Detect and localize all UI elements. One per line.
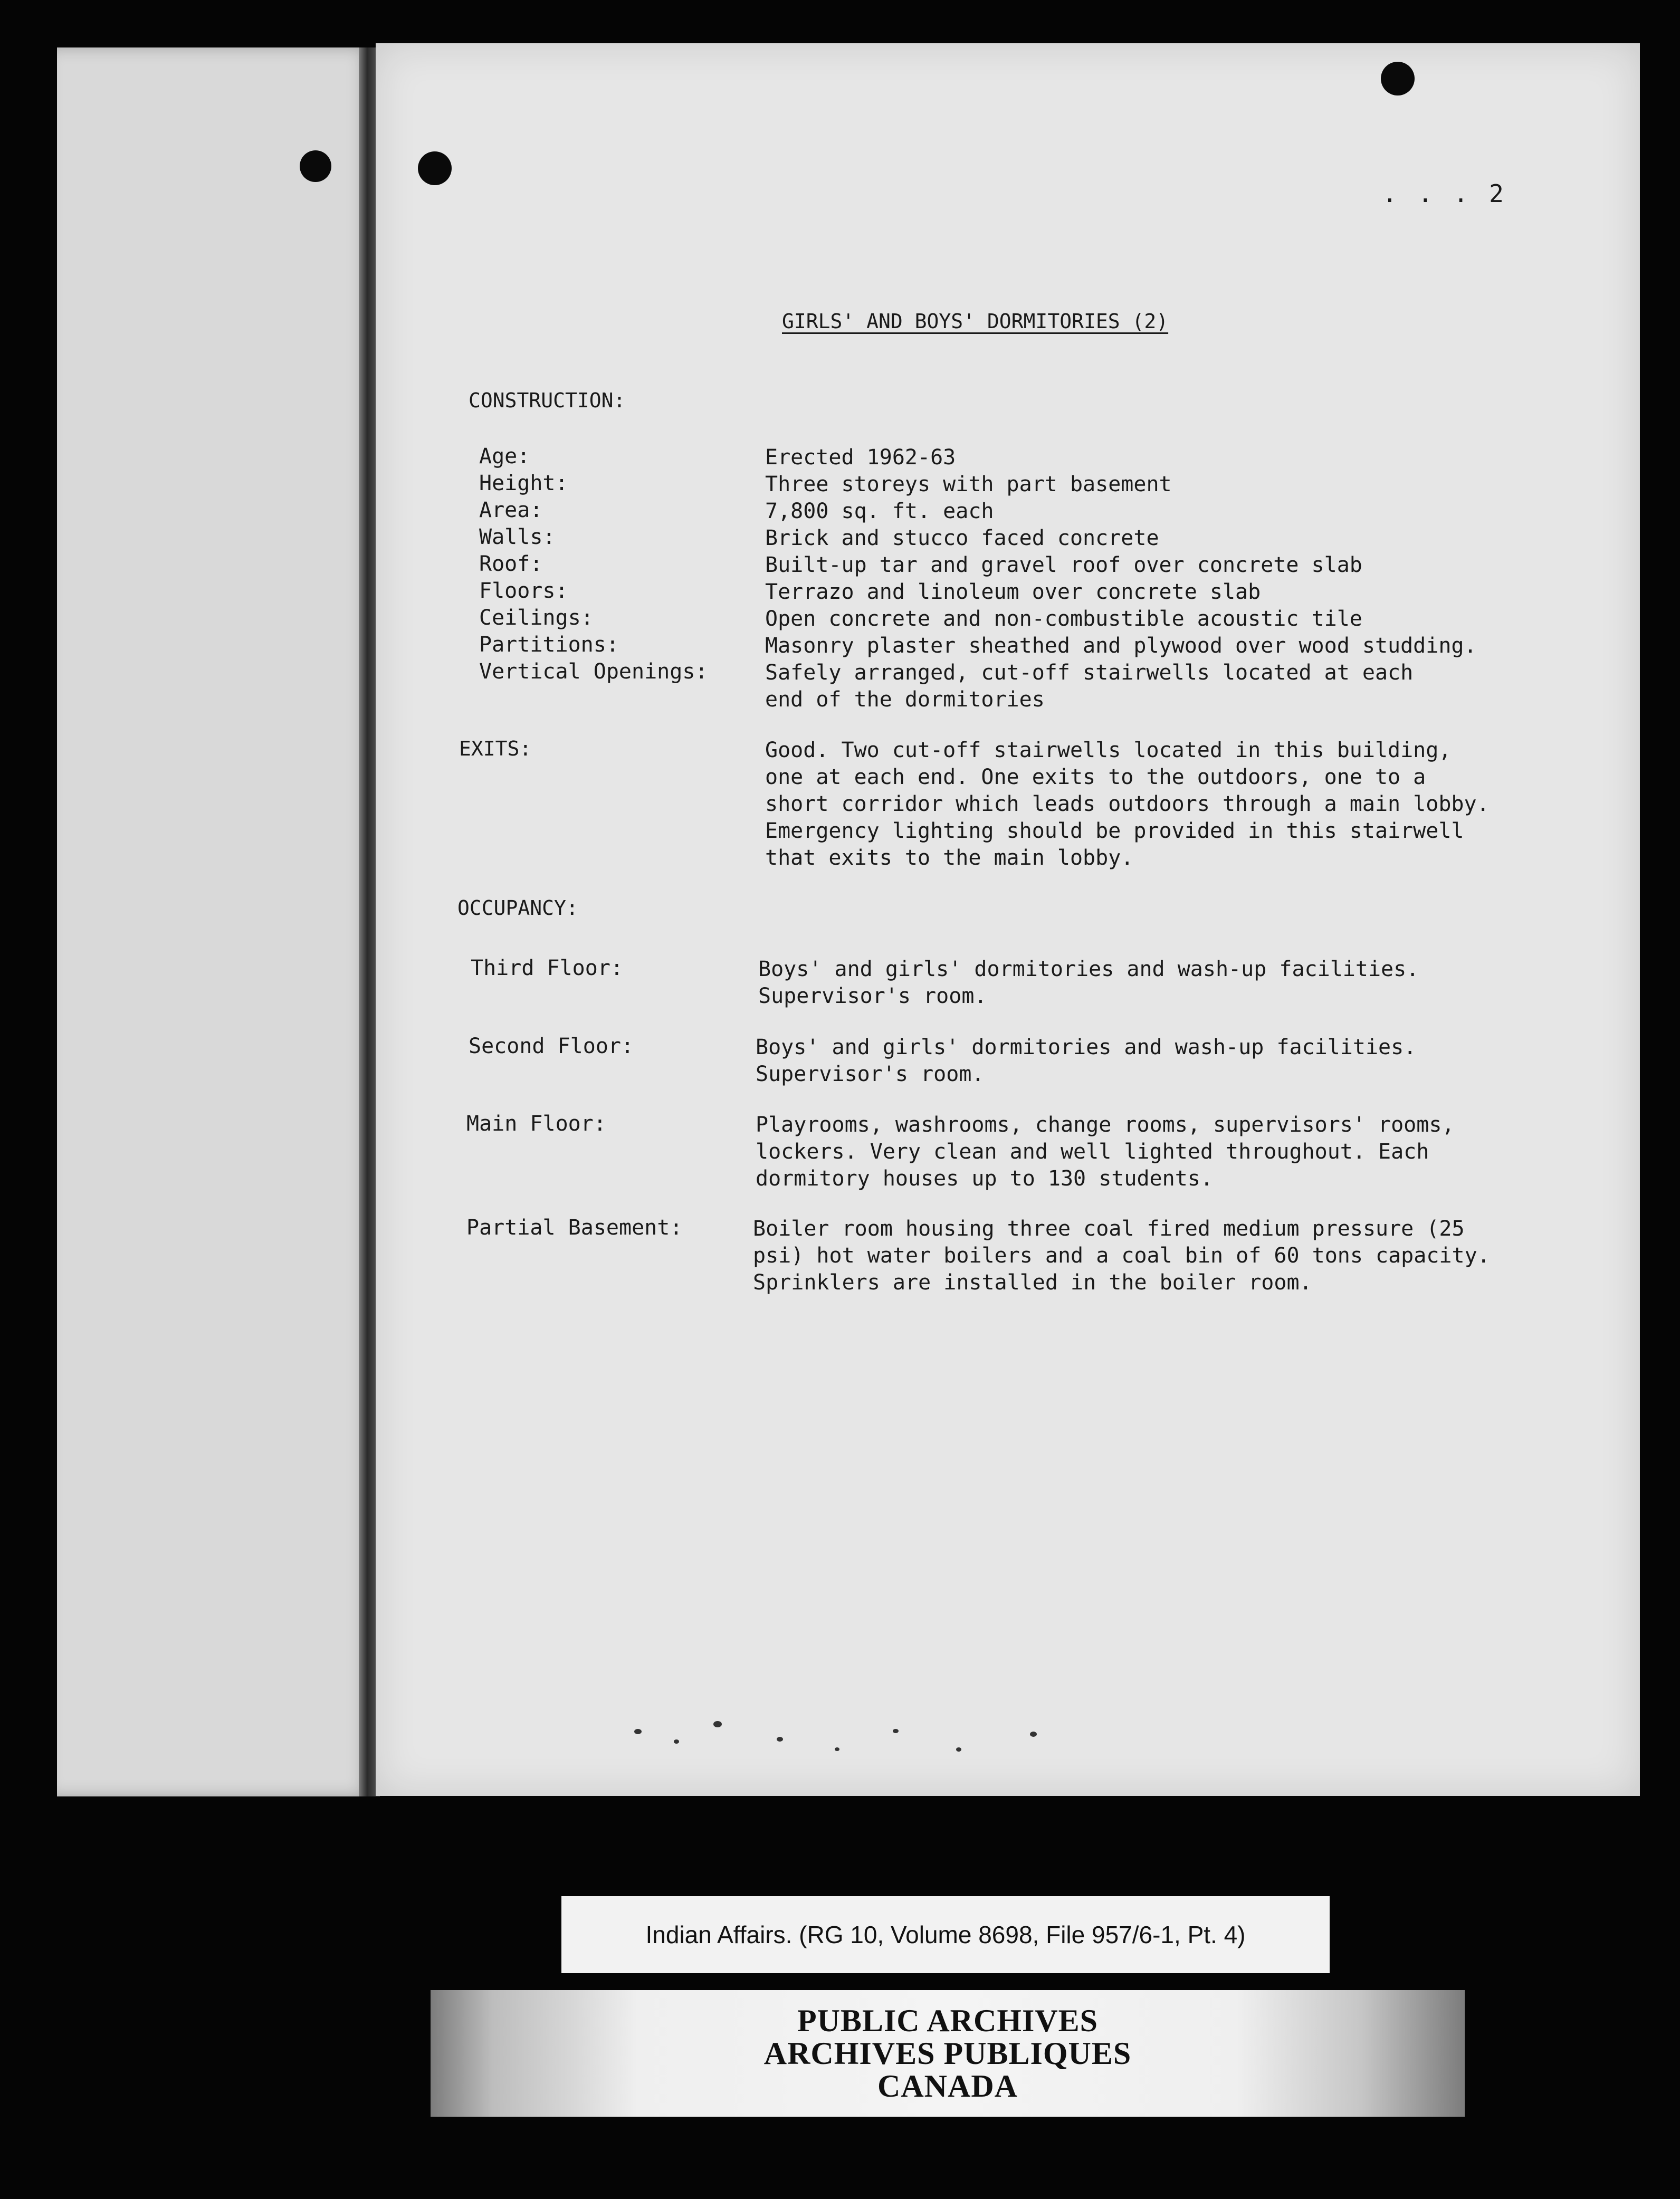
height-value: Three storeys with part basement: [765, 472, 1172, 496]
document-title: GIRLS' AND BOYS' DORMITORIES (2): [782, 310, 1169, 333]
film-speck: [777, 1737, 783, 1742]
archive-stamp-line-1: PUBLIC ARCHIVES: [797, 2003, 1099, 2038]
archive-citation-text: Indian Affairs. (RG 10, Volume 8698, File 957/6-1, Pt. 4): [645, 1921, 1246, 1948]
area-label: Area:: [479, 498, 543, 522]
third-floor-label: Third Floor:: [471, 956, 623, 980]
third-floor-value: Boys' and girls' dormitories and wash-up facilities. Supervisor's room.: [758, 957, 1419, 1008]
age-value: Erected 1962-63: [765, 445, 956, 470]
vertical-openings-value: Safely arranged, cut-off stairwells located at each end of the dormitories: [765, 661, 1414, 712]
film-speck: [674, 1739, 679, 1744]
partitions-label: Partitions:: [479, 633, 619, 657]
ceilings-value: Open concrete and non-combustible acoustic tile: [765, 607, 1362, 631]
area-value: 7,800 sq. ft. each: [765, 499, 994, 523]
partial-basement-label: Partial Basement:: [466, 1216, 683, 1240]
page-number: . . . 2: [1382, 179, 1507, 208]
punch-hole: [1381, 62, 1415, 95]
film-speck: [956, 1747, 961, 1752]
main-floor-value: Playrooms, washrooms, change rooms, supervisors' rooms, lockers. Very clean and well lighted throughout. Each dormitory houses up to 130 students.: [756, 1113, 1455, 1191]
second-floor-label: Second Floor:: [469, 1034, 634, 1058]
walls-label: Walls:: [479, 525, 556, 549]
roof-label: Roof:: [479, 552, 543, 576]
archive-stamp: [431, 1990, 1465, 2117]
punch-hole: [300, 150, 331, 182]
back-page-sheet: [57, 47, 374, 1796]
exits-value: Good. Two cut-off stairwells located in this building, one at each end. One exits to the outdoors, one to a short corridor which leads outdoors through a main lobby. Emergency lighting should be provided in this stairwell that exits to the main lobby.: [765, 738, 1490, 870]
archive-stamp-line-3: CANADA: [877, 2069, 1018, 2104]
floors-label: Floors:: [479, 579, 568, 603]
punch-hole: [418, 151, 452, 185]
roof-value: Built-up tar and gravel roof over concrete slab: [765, 553, 1362, 577]
main-floor-label: Main Floor:: [466, 1112, 606, 1136]
floors-value: Terrazo and linoleum over concrete slab: [765, 580, 1261, 604]
construction-heading: CONSTRUCTION:: [469, 389, 626, 412]
document-page: [376, 43, 1640, 1796]
partial-basement-value: Boiler room housing three coal fired medium pressure (25 psi) hot water boilers and a coal bin of 60 tons capacity. Sprinklers are installed in the boiler room.: [753, 1217, 1490, 1295]
walls-value: Brick and stucco faced concrete: [765, 526, 1159, 550]
height-label: Height:: [479, 471, 568, 495]
film-speck: [835, 1747, 839, 1751]
film-speck: [1030, 1732, 1037, 1737]
partitions-value: Masonry plaster sheathed and plywood over wood studding.: [765, 634, 1477, 658]
occupancy-heading: OCCUPANCY:: [457, 896, 578, 920]
archive-stamp-line-2: ARCHIVES PUBLIQUES: [763, 2036, 1132, 2071]
film-speck: [634, 1729, 642, 1734]
vertical-openings-label: Vertical Openings:: [479, 659, 708, 684]
ceilings-label: Ceilings:: [479, 606, 594, 630]
exits-heading: EXITS:: [459, 737, 532, 760]
film-speck: [713, 1721, 722, 1727]
archive-citation-label: [561, 1896, 1330, 1973]
film-speck: [893, 1729, 899, 1733]
second-floor-value: Boys' and girls' dormitories and wash-up facilities. Supervisor's room.: [756, 1035, 1417, 1086]
age-label: Age:: [479, 444, 530, 469]
